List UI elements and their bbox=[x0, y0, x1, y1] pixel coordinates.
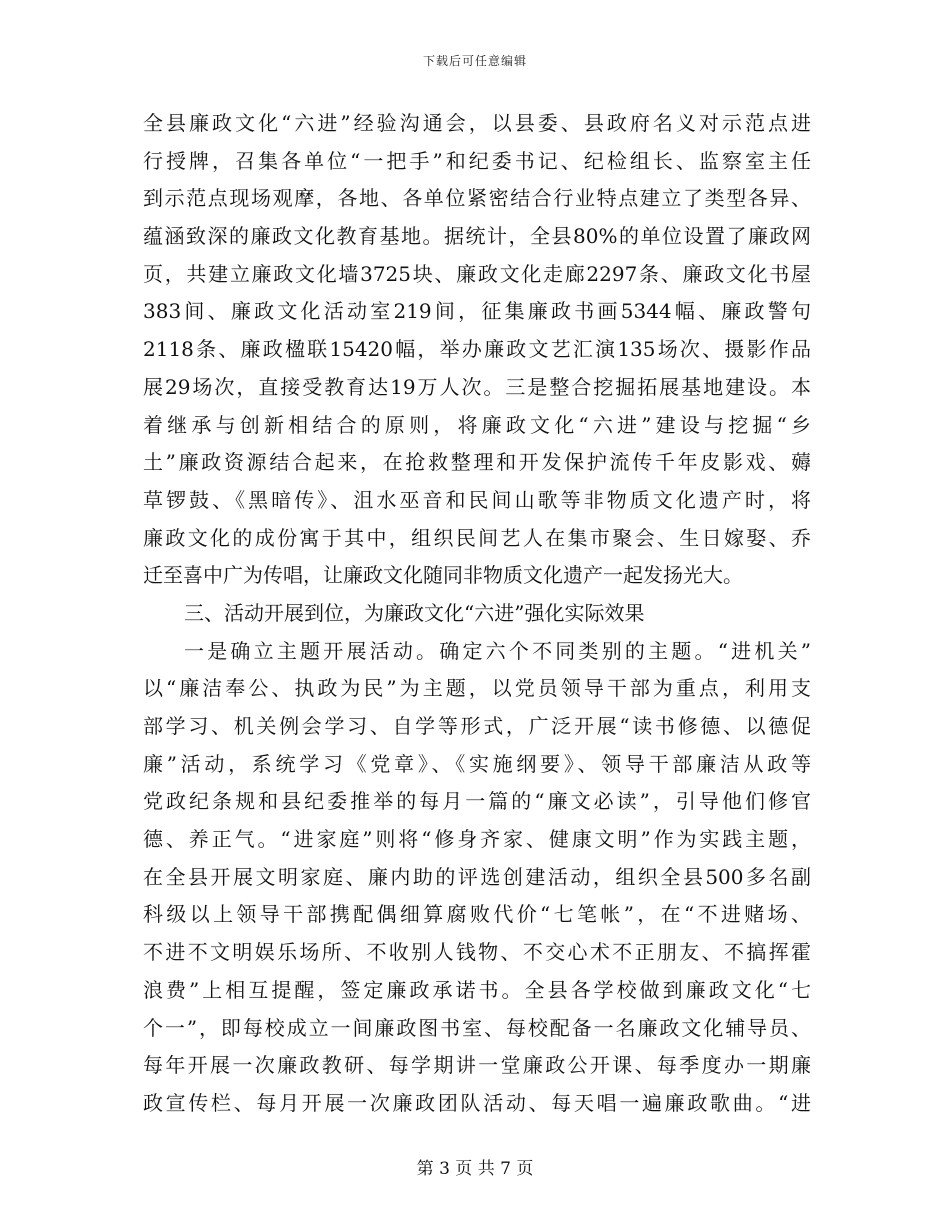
body-line: 土”廉政资源结合起来，在抢救整理和开发保护流传千年皮影戏、薅 bbox=[143, 450, 811, 475]
body-line: 全县廉政文化“六进”经验沟通会，以县委、县政府名义对示范点进 bbox=[143, 111, 811, 135]
body-line: 着继承与创新相结合的原则，将廉政文化“六进”建设与挖掘“乡 bbox=[143, 412, 811, 437]
page-header-note: 下载后可任意编辑 bbox=[422, 54, 527, 68]
body-line: 页，共建立廉政文化墙3725块、廉政文化走廊2297条、廉政文化书屋 bbox=[143, 261, 811, 286]
body-line: 到示范点现场观摩，各地、各单位紧密结合行业特点建立了类型各异、 bbox=[143, 186, 811, 211]
document-body bbox=[143, 105, 811, 1123]
body-line: 383间、廉政文化活动室219间，征集廉政书画5344幅、廉政警句 bbox=[143, 299, 811, 324]
body-line: 展29场次，直接受教育达19万人次。三是整合挖掘拓展基地建设。本 bbox=[143, 374, 811, 399]
body-line: 草锣鼓、《黑暗传》、沮水巫音和民间山歌等非物质文化遗产时，将 bbox=[143, 487, 811, 512]
body-line: 行授牌，召集各单位“一把手”和纪委书记、纪检组长、监察室主任 bbox=[143, 148, 811, 173]
body-line: 部学习、机关例会学习、自学等形式，广泛开展“读书修德、以德促 bbox=[143, 714, 811, 738]
page-number: 第 3 页 共 7 页 bbox=[416, 1159, 534, 1179]
section-heading: 三、活动开展到位，为廉政文化“六进”强化实际效果 bbox=[184, 600, 645, 625]
body-line: 蕴涵致深的廉政文化教育基地。据统计，全县80%的单位设置了廉政网 bbox=[143, 224, 811, 249]
body-line: 个一”，即每校成立一间廉政图书室、每校配备一名廉政文化辅导员、 bbox=[143, 1015, 811, 1040]
body-line: 在全县开展文明家庭、廉内助的评选创建活动，组织全县500多名副 bbox=[143, 864, 811, 889]
body-line: 迁至喜中广为传唱，让廉政文化随同非物质文化遗产一起发扬光大。 bbox=[143, 563, 743, 588]
body-line: 每年开展一次廉政教研、每学期讲一堂廉政公开课、每季度办一期廉 bbox=[143, 1053, 811, 1078]
body-line: 浪费”上相互提醒，签定廉政承诺书。全县各学校做到廉政文化“七 bbox=[143, 977, 811, 1002]
body-line: 一是确立主题开展活动。确定六个不同类别的主题。“进机关” bbox=[184, 638, 811, 663]
body-line: 廉政文化的成份寓于其中，组织民间艺人在集市聚会、生日嫁娶、乔 bbox=[143, 525, 811, 550]
body-line: 科级以上领导干部携配偶细算腐败代价“七笔帐”，在“不进赌场、 bbox=[143, 902, 811, 927]
body-line: 政宣传栏、每月开展一次廉政团队活动、每天唱一遍廉政歌曲。“进 bbox=[143, 1090, 811, 1115]
body-line: 德、养正气。“进家庭”则将“修身齐家、健康文明”作为实践主题， bbox=[143, 827, 811, 852]
body-line: 不进不文明娱乐场所、不收别人钱物、不交心术不正朋友、不搞挥霍 bbox=[143, 940, 811, 965]
body-line: 2118条、廉政楹联15420幅，举办廉政文艺汇演135场次、摄影作品 bbox=[143, 337, 811, 362]
body-line: 廉”活动，系统学习《党章》、《实施纲要》、领导干部廉洁从政等 bbox=[143, 751, 811, 776]
body-line: 党政纪条规和县纪委推举的每月一篇的“廉文必读”，引导他们修官 bbox=[143, 789, 811, 814]
body-line: 以“廉洁奉公、执政为民”为主题，以党员领导干部为重点，利用支 bbox=[143, 676, 811, 701]
